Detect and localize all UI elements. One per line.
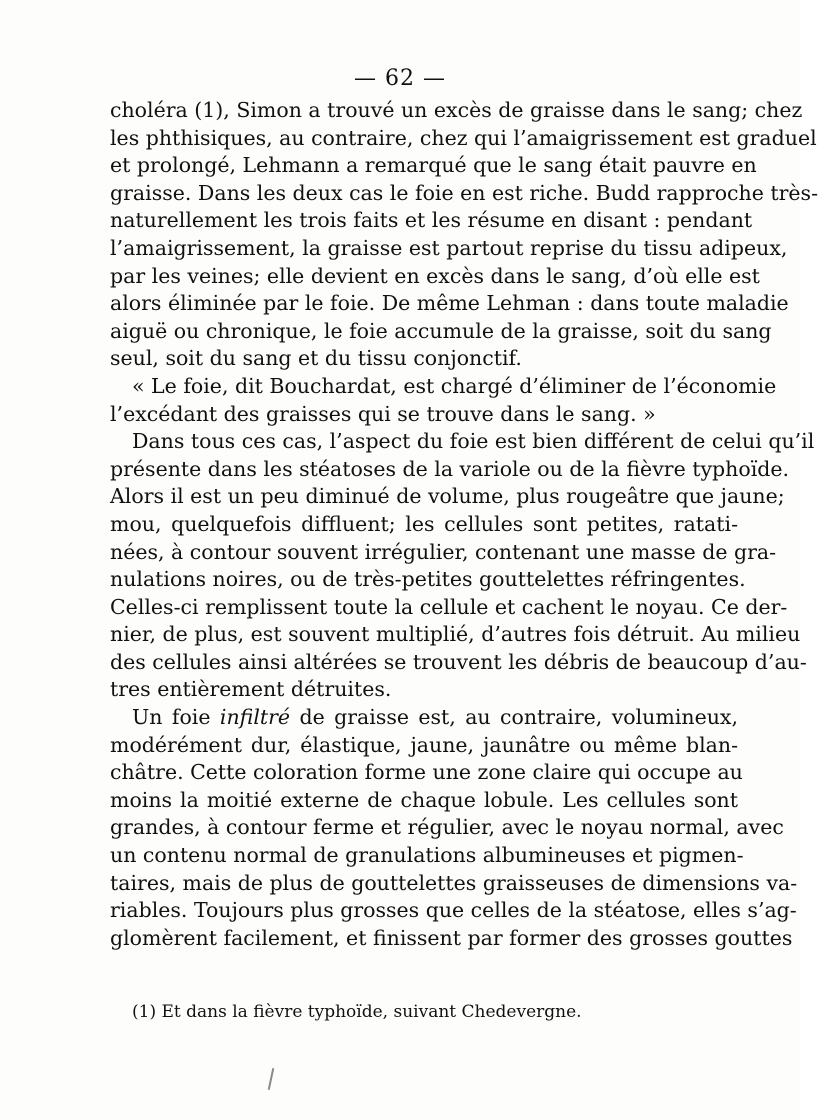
footnote: (1) Et dans la fièvre typhoïde, suivant Chedevergne. (132, 1002, 582, 1022)
text-line: riables. Toujours plus grosses que celles de la stéatose, elles s’ag- (110, 898, 797, 923)
text-line: mou, quelquefois diffluent; les cellules sont petites, ratati- (110, 511, 738, 536)
text-line: glomèrent facilement, et finissent par former des grosses gouttes (110, 925, 793, 950)
text-line: « Le foie, dit Bouchardat, est chargé d’éliminer de l’économie (132, 373, 777, 398)
stray-mark (268, 1068, 275, 1090)
page-number: — 62 — (354, 66, 446, 91)
text-line: nulations noires, ou de très-petites gouttelettes réfringentes. (110, 567, 746, 592)
text-line: des cellules ainsi altérées se trouvent les débris de beaucoup d’au- (110, 649, 807, 674)
text-line: l’excédant des graisses qui se trouve dans le sang. » (110, 401, 656, 426)
text-line: seul, soit du sang et du tissu conjonctif. (110, 346, 522, 371)
text-line: taires, mais de plus de gouttelettes graisseuses de dimensions va- (110, 870, 798, 895)
text-line: tres entièrement détruites. (110, 677, 392, 702)
text-line: choléra (1), Simon a trouvé un excès de graisse dans le sang; chez (110, 98, 803, 122)
body-text (110, 97, 818, 952)
text-line: Celles-ci remplissent toute la cellule et cachent le noyau. Ce der- (110, 594, 788, 619)
text-line: les phthisiques, au contraire, chez qui l’amaigrissement est graduel (110, 125, 817, 150)
text-line: Dans tous ces cas, l’aspect du foie est bien différent de celui qu’il (132, 429, 815, 454)
text-segment: de graisse est, au contraire, volumineux, (299, 705, 738, 730)
text-line: un contenu normal de granulations albumineuses et pigmen- (110, 843, 744, 868)
text-line: nier, de plus, est souvent multiplié, d’autres fois détruit. Au milieu (110, 622, 801, 647)
text-line: graisse. Dans les deux cas le foie en est riche. Budd rapproche très- (110, 180, 818, 205)
text-line: châtre. Cette coloration forme une zone claire qui occupe au (110, 760, 743, 785)
text-line-with-italic (110, 704, 738, 732)
text-line: présente dans les stéatoses de la variole ou de la fièvre typhoïde. (110, 456, 790, 481)
text-line: naturellement les trois faits et les résume en disant : pendant (110, 208, 753, 233)
text-line: et prolongé, Lehmann a remarqué que le sang était pauvre en (110, 153, 757, 178)
text-line: alors éliminée par le foie. De même Lehman : dans toute maladie (110, 291, 789, 316)
text-line: grandes, à contour ferme et régulier, avec le noyau normal, avec (110, 815, 784, 840)
text-line: moins la moitié externe de chaque lobule. Les cellules sont (110, 787, 738, 812)
text-line: nées, à contour souvent irrégulier, contenant une masse de gra- (110, 539, 777, 564)
text-segment: Un foie (132, 705, 211, 730)
text-line: aiguë ou chronique, le foie accumule de la graisse, soit du sang (110, 318, 772, 343)
italic-term: infiltré (219, 705, 291, 730)
text-line: par les veines; elle devient en excès dans le sang, d’où elle est (110, 263, 760, 288)
text-line: Alors il est un peu diminué de volume, plus rougeâtre que jaune; (110, 484, 785, 509)
text-line: l’amaigrissement, la graisse est partout reprise du tissu adipeux, (110, 235, 788, 260)
text-line: modérément dur, élastique, jaune, jaunâtre ou même blan- (110, 732, 738, 757)
